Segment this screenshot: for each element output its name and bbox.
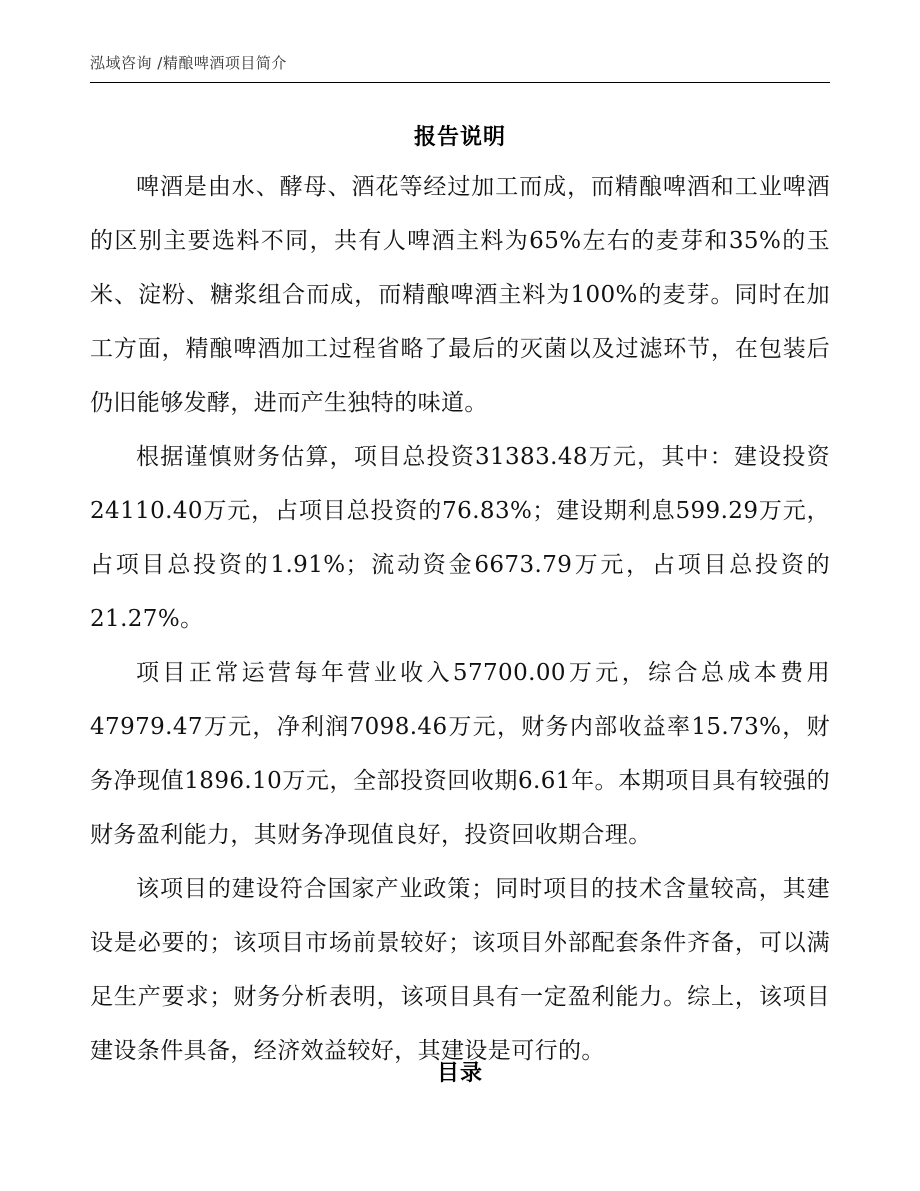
report-body [90, 160, 830, 1078]
report-title: 报告说明 [413, 125, 506, 150]
paragraph-intro: 啤酒是由水、酵母、酒花等经过加工而成，而精酿啤酒和工业啤酒的区别主要选料不同，共有人啤酒主料为65%左右的麦芽和35%的玉米、淀粉、糖浆组合而成，而精酿啤酒主料为100%的麦芽。同时在加工方面，精酿啤酒加工过程省略了最后的灭菌以及过滤环节，在包装后仍旧能够发酵，进而产生独特的味道。 [90, 174, 830, 416]
paragraph-investment: 根据谨慎财务估算，项目总投资31383.48万元，其中：建设投资24110.40万元，占项目总投资的76.83%；建设期利息599.29万元，占项目总投资的1.91%；流动资金6673.79万元，占项目总投资的21.27%。 [90, 444, 830, 632]
running-header: 泓域咨询 /精酿啤酒项目简介 [90, 54, 287, 72]
toc-title: 目录 [436, 1061, 483, 1086]
paragraph-conclusion: 该项目的建设符合国家产业政策；同时项目的技术含量较高，其建设是必要的；该项目市场前景较好；该项目外部配套条件齐备，可以满足生产要求；财务分析表明，该项目具有一定盈利能力。综上，该项目建设条件具备，经济效益较好，其建设是可行的。 [90, 876, 830, 1064]
paragraph-revenue: 项目正常运营每年营业收入57700.00万元，综合总成本费用47979.47万元，净利润7098.46万元，财务内部收益率15.73%，财务净现值1896.10万元，全部投资回收期6.61年。本期项目具有较强的财务盈利能力，其财务净现值良好，投资回收期合理。 [90, 660, 830, 848]
header-divider [90, 82, 830, 83]
